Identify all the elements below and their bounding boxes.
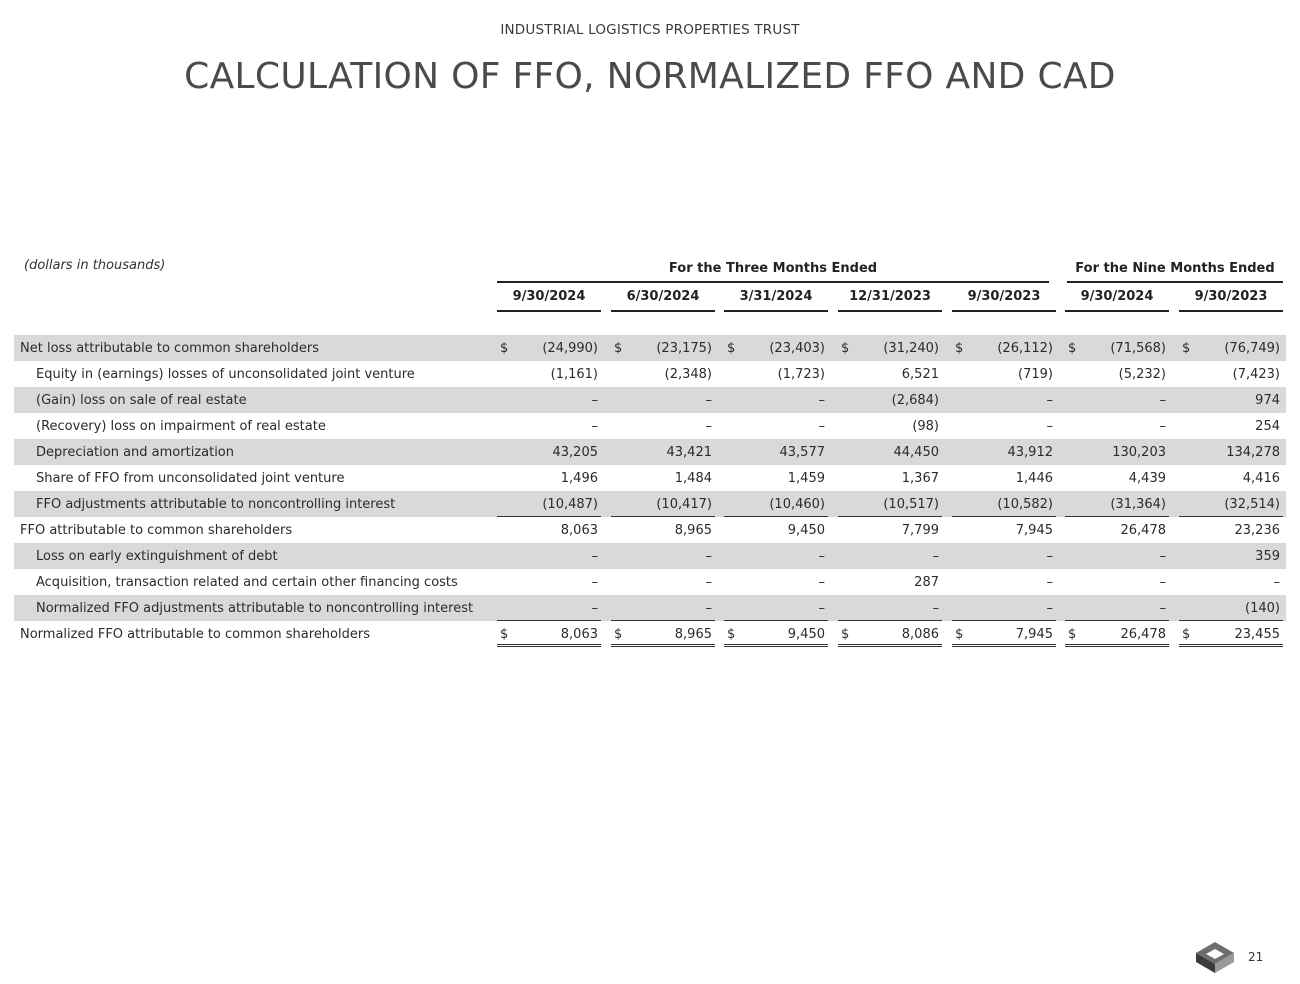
table-cell bbox=[611, 569, 715, 595]
table-row bbox=[14, 543, 1286, 569]
row-label: Net loss attributable to common shareholders bbox=[20, 341, 320, 356]
cell-value: (31,364) bbox=[1110, 497, 1166, 512]
table-cell bbox=[497, 569, 601, 595]
cell-value: 287 bbox=[914, 575, 939, 590]
table-cell bbox=[1065, 413, 1169, 439]
table-cell bbox=[497, 361, 601, 387]
cell-value: – bbox=[705, 575, 712, 590]
cell-value: (23,175) bbox=[656, 341, 712, 356]
cell-value: – bbox=[1159, 575, 1166, 590]
column-header: 12/31/2023 bbox=[838, 288, 942, 312]
row-label: (Gain) loss on sale of real estate bbox=[36, 393, 247, 408]
table-row bbox=[14, 621, 1286, 647]
cell-value: (10,582) bbox=[997, 497, 1053, 512]
column-header: 9/30/2023 bbox=[952, 288, 1056, 312]
cell-value: 1,367 bbox=[901, 471, 939, 486]
cell-value: (5,232) bbox=[1118, 367, 1166, 382]
dollar-sign: $ bbox=[841, 341, 850, 356]
cell-value: 43,577 bbox=[779, 445, 825, 460]
cell-value: – bbox=[818, 419, 825, 434]
cell-value: – bbox=[932, 601, 939, 616]
cell-value: (23,403) bbox=[769, 341, 825, 356]
cell-value: (10,517) bbox=[883, 497, 939, 512]
cell-value: 1,484 bbox=[674, 471, 712, 486]
table-cell bbox=[1065, 439, 1169, 465]
cell-value: (71,568) bbox=[1110, 341, 1166, 356]
cell-value: 1,446 bbox=[1015, 471, 1053, 486]
cell-value: 43,205 bbox=[552, 445, 598, 460]
table-cell bbox=[611, 621, 715, 647]
table-row bbox=[14, 361, 1286, 387]
table-cell bbox=[838, 439, 942, 465]
cell-value: – bbox=[1159, 393, 1166, 408]
cell-value: 1,459 bbox=[787, 471, 825, 486]
table-cell bbox=[497, 439, 601, 465]
dollar-sign: $ bbox=[727, 341, 736, 356]
table-cell bbox=[724, 387, 828, 413]
group-header-nine-months: For the Nine Months Ended bbox=[1067, 261, 1283, 283]
table-cell bbox=[1179, 595, 1283, 621]
row-label: Loss on early extinguishment of debt bbox=[36, 549, 278, 564]
table-cell bbox=[611, 543, 715, 569]
table-cell bbox=[952, 335, 1056, 361]
table-cell bbox=[1179, 439, 1283, 465]
page-title: CALCULATION OF FFO, NORMALIZED FFO AND CAD bbox=[184, 56, 1116, 97]
table-cell bbox=[724, 361, 828, 387]
cell-value: – bbox=[1046, 393, 1053, 408]
table-cell bbox=[724, 413, 828, 439]
cell-value: 6,521 bbox=[901, 367, 939, 382]
company-logo-icon bbox=[1194, 940, 1236, 978]
table-cell bbox=[724, 595, 828, 621]
cell-value: – bbox=[705, 549, 712, 564]
cell-value: 134,278 bbox=[1226, 445, 1280, 460]
table-cell bbox=[1179, 465, 1283, 491]
table-cell bbox=[1065, 543, 1169, 569]
row-label: FFO adjustments attributable to noncontrolling interest bbox=[36, 497, 396, 512]
table-cell bbox=[497, 335, 601, 361]
row-label: Depreciation and amortization bbox=[36, 445, 234, 460]
cell-value: (2,348) bbox=[664, 367, 712, 382]
cell-value: (76,749) bbox=[1224, 341, 1280, 356]
cell-value: – bbox=[591, 575, 598, 590]
cell-value: (1,723) bbox=[777, 367, 825, 382]
table-cell bbox=[724, 569, 828, 595]
table-cell bbox=[838, 413, 942, 439]
cell-value: (98) bbox=[912, 419, 939, 434]
cell-value: (719) bbox=[1018, 367, 1053, 382]
cell-value: 8,063 bbox=[560, 627, 598, 642]
table-cell bbox=[497, 517, 601, 543]
dollar-sign: $ bbox=[1182, 341, 1191, 356]
cell-value: 44,450 bbox=[893, 445, 939, 460]
table-cell bbox=[952, 595, 1056, 621]
table-cell bbox=[1065, 491, 1169, 517]
table-cell bbox=[611, 335, 715, 361]
cell-value: 26,478 bbox=[1120, 627, 1166, 642]
cell-value: (10,417) bbox=[656, 497, 712, 512]
cell-value: 8,965 bbox=[674, 523, 712, 538]
dollar-sign: $ bbox=[500, 627, 509, 642]
dollar-sign: $ bbox=[955, 627, 964, 642]
cell-value: – bbox=[1159, 549, 1166, 564]
cell-value: – bbox=[1273, 575, 1280, 590]
cell-value: 26,478 bbox=[1120, 523, 1166, 538]
cell-value: – bbox=[818, 601, 825, 616]
company-name: INDUSTRIAL LOGISTICS PROPERTIES TRUST bbox=[500, 22, 800, 38]
table-cell bbox=[724, 543, 828, 569]
cell-value: (32,514) bbox=[1224, 497, 1280, 512]
table-cell bbox=[952, 543, 1056, 569]
table-row bbox=[14, 439, 1286, 465]
cell-value: (24,990) bbox=[542, 341, 598, 356]
table-cell bbox=[1065, 569, 1169, 595]
cell-value: 7,799 bbox=[901, 523, 939, 538]
cell-value: 8,965 bbox=[674, 627, 712, 642]
table-cell bbox=[952, 439, 1056, 465]
table-cell bbox=[1179, 569, 1283, 595]
table-cell bbox=[952, 517, 1056, 543]
table-cell bbox=[1065, 361, 1169, 387]
table-cell bbox=[1065, 465, 1169, 491]
cell-value: (7,423) bbox=[1232, 367, 1280, 382]
table-cell bbox=[724, 439, 828, 465]
cell-value: 23,455 bbox=[1234, 627, 1280, 642]
table-cell bbox=[1065, 517, 1169, 543]
table-cell bbox=[952, 621, 1056, 647]
cell-value: (2,684) bbox=[891, 393, 939, 408]
page-number: 21 bbox=[1248, 950, 1264, 964]
cell-value: – bbox=[705, 419, 712, 434]
table-cell bbox=[724, 465, 828, 491]
cell-value: – bbox=[1159, 419, 1166, 434]
table-cell bbox=[1179, 543, 1283, 569]
cell-value: 4,416 bbox=[1242, 471, 1280, 486]
cell-value: (140) bbox=[1245, 601, 1280, 616]
row-label: (Recovery) loss on impairment of real estate bbox=[36, 419, 326, 434]
table-cell bbox=[838, 491, 942, 517]
table-cell bbox=[838, 595, 942, 621]
dollar-sign: $ bbox=[614, 341, 623, 356]
cell-value: 23,236 bbox=[1234, 523, 1280, 538]
table-cell bbox=[1179, 491, 1283, 517]
group-header-three-months: For the Three Months Ended bbox=[497, 261, 1049, 283]
cell-value: – bbox=[591, 393, 598, 408]
cell-value: – bbox=[591, 549, 598, 564]
table-cell bbox=[497, 595, 601, 621]
table-row bbox=[14, 569, 1286, 595]
cell-value: – bbox=[1046, 575, 1053, 590]
column-header: 9/30/2024 bbox=[497, 288, 601, 312]
table-cell bbox=[1065, 387, 1169, 413]
cell-value: – bbox=[705, 601, 712, 616]
row-label: Acquisition, transaction related and certain other financing costs bbox=[36, 575, 458, 590]
table-row bbox=[14, 413, 1286, 439]
table-cell bbox=[724, 517, 828, 543]
table-cell bbox=[838, 543, 942, 569]
table-cell bbox=[838, 387, 942, 413]
table-cell bbox=[838, 361, 942, 387]
table-row bbox=[14, 335, 1286, 361]
table-cell bbox=[952, 361, 1056, 387]
cell-value: (31,240) bbox=[883, 341, 939, 356]
cell-value: – bbox=[1159, 601, 1166, 616]
cell-value: – bbox=[591, 601, 598, 616]
cell-value: 43,912 bbox=[1007, 445, 1053, 460]
table-row bbox=[14, 595, 1286, 621]
table-row bbox=[14, 465, 1286, 491]
cell-value: 974 bbox=[1255, 393, 1280, 408]
table-cell bbox=[1179, 387, 1283, 413]
row-label: FFO attributable to common shareholders bbox=[20, 523, 293, 538]
table-cell bbox=[611, 413, 715, 439]
column-header: 6/30/2024 bbox=[611, 288, 715, 312]
table-cell bbox=[838, 569, 942, 595]
cell-value: (1,161) bbox=[550, 367, 598, 382]
table-cell bbox=[1179, 517, 1283, 543]
cell-value: – bbox=[705, 393, 712, 408]
units-note: (dollars in thousands) bbox=[24, 258, 166, 273]
table-cell bbox=[497, 621, 601, 647]
table-cell bbox=[1179, 621, 1283, 647]
cell-value: 8,086 bbox=[901, 627, 939, 642]
table-cell bbox=[1179, 335, 1283, 361]
table-cell bbox=[611, 361, 715, 387]
row-label: Normalized FFO adjustments attributable to noncontrolling interest bbox=[36, 601, 474, 616]
dollar-sign: $ bbox=[614, 627, 623, 642]
table-cell bbox=[497, 387, 601, 413]
table-cell bbox=[1065, 621, 1169, 647]
table-cell bbox=[611, 439, 715, 465]
table-cell bbox=[952, 569, 1056, 595]
table-cell bbox=[1065, 335, 1169, 361]
cell-value: – bbox=[1046, 419, 1053, 434]
dollar-sign: $ bbox=[955, 341, 964, 356]
row-label: Share of FFO from unconsolidated joint venture bbox=[36, 471, 345, 486]
table-cell bbox=[1179, 413, 1283, 439]
cell-value: – bbox=[818, 549, 825, 564]
dollar-sign: $ bbox=[841, 627, 850, 642]
table-cell bbox=[952, 413, 1056, 439]
cell-value: – bbox=[818, 393, 825, 408]
cell-value: 7,945 bbox=[1015, 523, 1053, 538]
cell-value: – bbox=[932, 549, 939, 564]
cell-value: 9,450 bbox=[787, 627, 825, 642]
column-header: 3/31/2024 bbox=[724, 288, 828, 312]
cell-value: – bbox=[591, 419, 598, 434]
table-cell bbox=[724, 491, 828, 517]
table-cell bbox=[724, 335, 828, 361]
table-cell bbox=[952, 491, 1056, 517]
table-row bbox=[14, 517, 1286, 543]
column-header: 9/30/2023 bbox=[1179, 288, 1283, 312]
cell-value: 130,203 bbox=[1112, 445, 1166, 460]
table-row bbox=[14, 491, 1286, 517]
table-cell bbox=[838, 465, 942, 491]
cell-value: 4,439 bbox=[1128, 471, 1166, 486]
table-cell bbox=[724, 621, 828, 647]
table-cell bbox=[838, 621, 942, 647]
table-cell bbox=[497, 543, 601, 569]
dollar-sign: $ bbox=[727, 627, 736, 642]
cell-value: 359 bbox=[1255, 549, 1280, 564]
table-cell bbox=[838, 335, 942, 361]
table-cell bbox=[611, 491, 715, 517]
table-cell bbox=[1065, 595, 1169, 621]
cell-value: 254 bbox=[1255, 419, 1280, 434]
table-cell bbox=[611, 595, 715, 621]
cell-value: 1,496 bbox=[560, 471, 598, 486]
cell-value: 8,063 bbox=[560, 523, 598, 538]
dollar-sign: $ bbox=[1068, 341, 1077, 356]
table-cell bbox=[611, 465, 715, 491]
cell-value: (10,460) bbox=[769, 497, 825, 512]
dollar-sign: $ bbox=[1182, 627, 1191, 642]
cell-value: – bbox=[1046, 601, 1053, 616]
cell-value: – bbox=[1046, 549, 1053, 564]
cell-value: (26,112) bbox=[997, 341, 1053, 356]
table-cell bbox=[611, 387, 715, 413]
table-cell bbox=[952, 387, 1056, 413]
cell-value: 7,945 bbox=[1015, 627, 1053, 642]
cell-value: 9,450 bbox=[787, 523, 825, 538]
row-label: Normalized FFO attributable to common shareholders bbox=[20, 627, 370, 642]
dollar-sign: $ bbox=[1068, 627, 1077, 642]
row-label: Equity in (earnings) losses of unconsolidated joint venture bbox=[36, 367, 415, 382]
table-cell bbox=[497, 413, 601, 439]
cell-value: – bbox=[818, 575, 825, 590]
table-cell bbox=[1179, 361, 1283, 387]
column-header: 9/30/2024 bbox=[1065, 288, 1169, 312]
cell-value: 43,421 bbox=[666, 445, 712, 460]
table-cell bbox=[838, 517, 942, 543]
cell-value: (10,487) bbox=[542, 497, 598, 512]
table-cell bbox=[952, 465, 1056, 491]
table-cell bbox=[497, 465, 601, 491]
table-cell bbox=[611, 517, 715, 543]
table-cell bbox=[497, 491, 601, 517]
dollar-sign: $ bbox=[500, 341, 509, 356]
table-row bbox=[14, 387, 1286, 413]
